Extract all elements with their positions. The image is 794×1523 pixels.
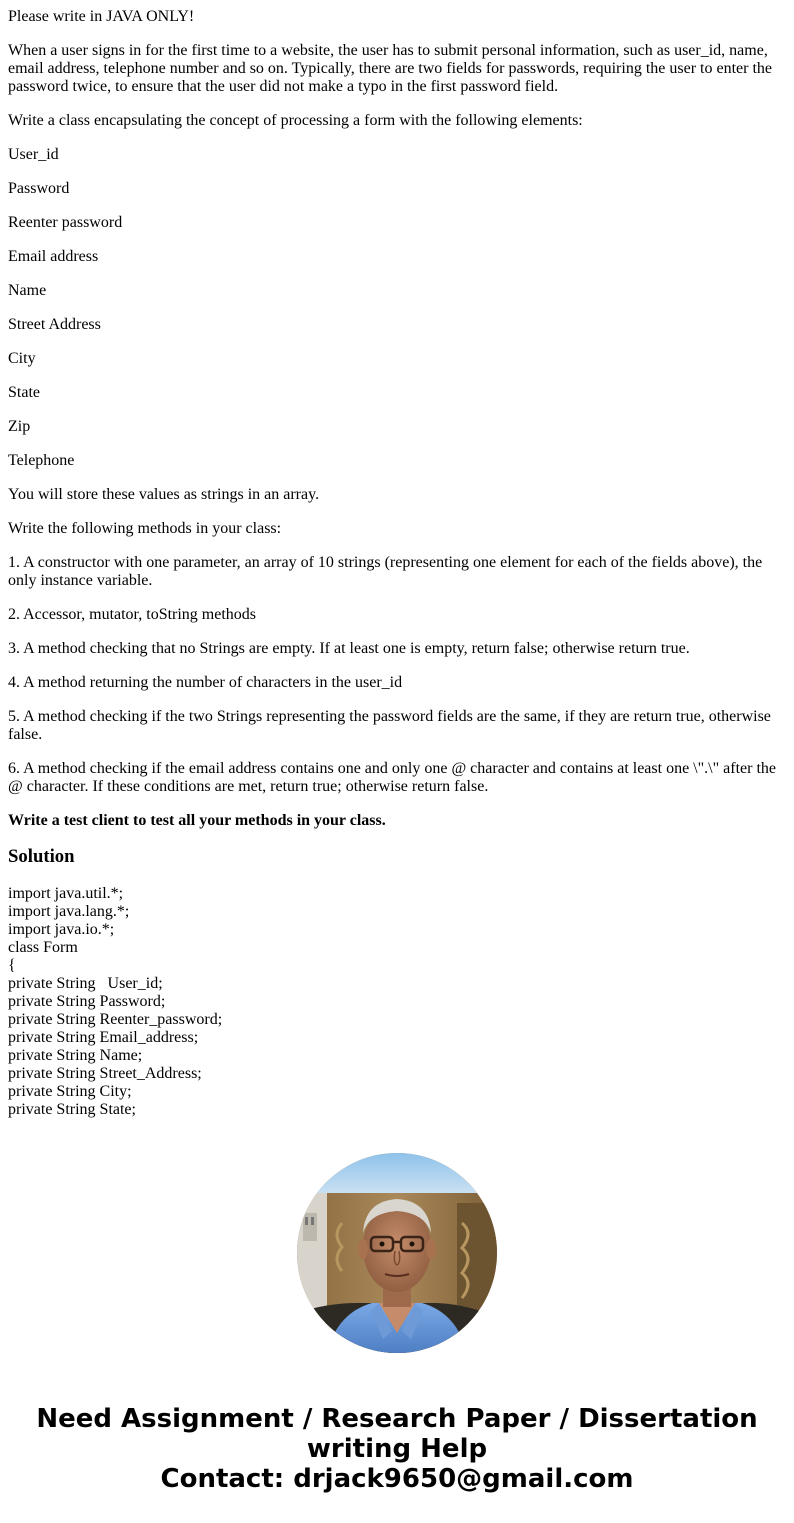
field-item-email: Email address [8, 248, 99, 265]
solution-code [8, 885, 786, 1119]
requirement-5: 5. A method checking if the two Strings representing the password fields are the same, if they are return true, otherwise false. [8, 708, 771, 743]
code-line: private String City; [8, 1083, 132, 1100]
solution-heading: Solution [8, 846, 75, 867]
field-item-name: Name [8, 282, 47, 299]
code-line: private String Reenter_password; [8, 1011, 223, 1028]
tutor-avatar [297, 1153, 497, 1353]
question-paragraph-13: You will store these values as strings in an array. [8, 486, 320, 503]
requirement-3: 3. A method checking that no Strings are empty. If at least one is empty, return false; otherwise return true. [8, 640, 690, 657]
promo-line-1: Need Assignment / Research Paper / Dissertation [36, 1404, 758, 1434]
promo-line-1b: writing Help [306, 1434, 488, 1464]
requirement-6: 6. A method checking if the email address contains one and only one @ character and contains at least one \".\" after the @ character. If these conditions are met, return true; otherwise return false. [8, 760, 776, 795]
code-line: private String Name; [8, 1047, 143, 1064]
code-line: { [8, 957, 16, 974]
field-item-telephone: Telephone [8, 452, 75, 469]
promo-headline [0, 1404, 794, 1494]
requirement-1: 1. A constructor with one parameter, an array of 10 strings (representing one element for each of the fields above), the only instance variable. [8, 554, 763, 589]
field-item-password: Password [8, 180, 70, 197]
code-line: import java.util.*; [8, 885, 124, 902]
requirement-2: 2. Accessor, mutator, toString methods [8, 606, 257, 623]
question-paragraph-0: Please write in JAVA ONLY! [8, 8, 195, 25]
question-paragraph-2: Write a class encapsulating the concept of processing a form with the following elements: [8, 112, 583, 129]
question-paragraph-14: Write the following methods in your class: [8, 520, 282, 537]
code-line: private String Street_Address; [8, 1065, 202, 1082]
question-content [8, 8, 786, 1119]
code-line: class Form [8, 939, 78, 956]
field-item-street: Street Address [8, 316, 101, 333]
requirement-4: 4. A method returning the number of characters in the user_id [8, 674, 403, 691]
code-line: private String Email_address; [8, 1029, 199, 1046]
field-item-user-id: User_id [8, 146, 59, 163]
question-paragraph-1: When a user signs in for the first time to a website, the user has to submit personal information, such as user_id, name, email address, telephone number and so on. Typically, there are two fields for passwords, requiring the user to enter the password twice, to ensure that the user did not make a typo in the first password field. [8, 42, 772, 95]
tutor-photo-illustration [297, 1153, 497, 1353]
code-line: import java.lang.*; [8, 903, 130, 920]
code-line: private String User_id; [8, 975, 163, 992]
field-item-state: State [8, 384, 40, 401]
test-client-instruction: Write a test client to test all your methods in your class. [8, 812, 386, 829]
field-item-city: City [8, 350, 36, 367]
code-line: private String State; [8, 1101, 136, 1118]
code-line: import java.io.*; [8, 921, 115, 938]
promo-contact: Contact: drjack9650@gmail.com [160, 1464, 634, 1494]
field-item-zip: Zip [8, 418, 31, 435]
field-item-reenter-password: Reenter password [8, 214, 123, 231]
code-line: private String Password; [8, 993, 166, 1010]
